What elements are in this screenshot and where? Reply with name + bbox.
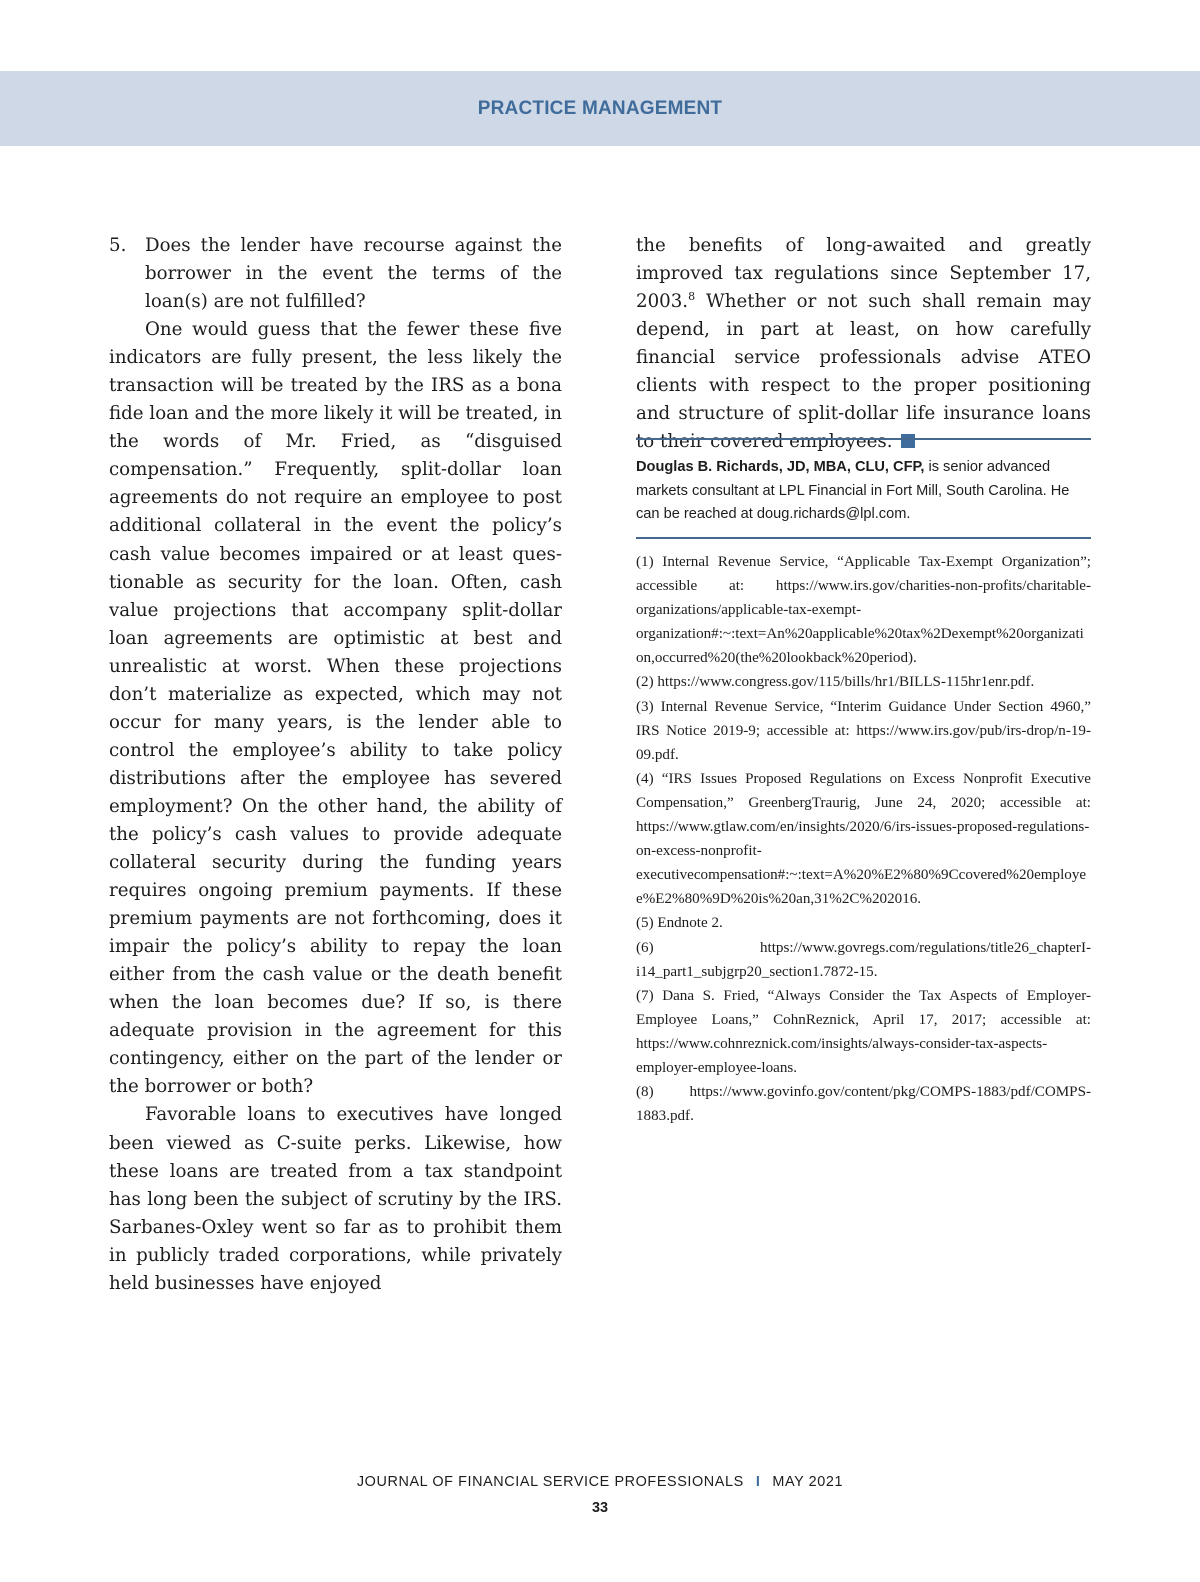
section-header-band <box>0 71 1200 146</box>
page-number: 33 <box>591 1500 608 1516</box>
end-of-article-square-icon <box>901 434 915 448</box>
body-paragraph: One would guess that the fewer these five indicators are fully present, the less likely the transaction will be treated by the IRS as a bona fide loan and the more likely it will be treated, in the words of Mr. Fried, as “disguised compensation.” Frequently, split-dollar loan agreements do not require an employee to post additional collateral in the event the policy’s cash value becomes impaired or at least questionable as security for the loan. Often, cash value projections that accompany split-dollar loan agreements are optimistic at best and unrealistic at worst. When these projections don’t materialize as expected, which may not occur for many years, is the lender able to control the employee’s ability to take policy distributions after the employee has severed employment? On the other hand, the ability of the policy’s cash values to provide adequate collateral security during the funding years requires ongoing premium payments. If these premium payments are not forthcoming, does it impair the policy’s ability to repay the loan either from the cash value or the death benefit when the loan becomes due? If so, is there adequate provision in the agreement for this contingency, either on the part of the lender or the borrower or both? <box>109 319 562 1098</box>
author-bio-text: is senior advanced markets consultant at LPL Financial in Fort Mill, South Carolina. He can be reached at doug.richards@lpl.com. <box>636 459 1070 522</box>
endnote: (4) “IRS Issues Proposed Regulations on Excess Nonprofit Executive Compensation,” GreenbergTraurig, June 24, 2020; accessible at: https://www.gtlaw.com/en/insights/2020/6/irs-issues-proposed-regulations-on-excess-nonprofit-executivecompensation#:~:text=A%20%E2%80%9Ccovered%20employee%E2%80%9D%20is%20an,31%2C%202016. <box>636 770 1091 908</box>
endnote: (3) Internal Revenue Service, “Interim Guidance Under Section 4960,” IRS Notice 2019-9; accessible at: https://www.irs.gov/pub/irs-drop/n-19-09.pdf. <box>636 698 1091 763</box>
body-text: Whether or not such shall remain may depend, in part at least, on how carefully financial service professionals advise ATEO clients with respect to the proper positioning and structure of split-dollar life insurance loans to their covered employees. <box>636 291 1091 453</box>
endnote: (6) https://www.govregs.com/regulations/title26_chapterI-i14_part1_subjgrp20_section1.7872-15. <box>636 939 1091 980</box>
bio-bottom-rule <box>636 537 1091 539</box>
journal-name: JOURNAL OF FINANCIAL SERVICE PROFESSIONALS <box>356 1474 744 1490</box>
footer-separator: I <box>755 1474 761 1490</box>
author-bio <box>636 456 1091 527</box>
endnotes <box>636 550 1091 1128</box>
endnote: (2) https://www.congress.gov/115/bills/hr1/BILLS-115hr1enr.pdf. <box>636 674 1035 691</box>
endnote: (5) Endnote 2. <box>636 915 723 932</box>
body-text: the benefits of long-awaited and greatly improved tax regulations since September 17, 2003. <box>636 235 1091 313</box>
body-paragraph: Favorable loans to executives have longed been viewed as C-suite perks. Likewise, how these loans are treated from a tax standpoint has long been the subject of scrutiny by the IRS. Sarbanes-Oxley went so far as to prohibit them in publicly traded corporations, while privately held businesses have enjoyed <box>109 1104 562 1294</box>
bio-top-rule <box>636 438 1091 440</box>
endnote: (8) https://www.govinfo.gov/content/pkg/COMPS-1883/pdf/COMPS-1883.pdf. <box>636 1084 1091 1125</box>
list-item-number: 5. <box>109 235 127 256</box>
endnote: (1) Internal Revenue Service, “Applicable Tax-Exempt Organization”; accessible at: https://www.irs.gov/charities-non-profits/charitable-organizations/applicable-tax-exempt-organization#:~:text=An%20applicable%20tax%2Dexempt%20organization,occurred%20(the%20lookback%20period). <box>636 554 1091 667</box>
section-title: PRACTICE MANAGEMENT <box>477 97 723 119</box>
endnote: (7) Dana S. Fried, “Always Consider the Tax Aspects of Employer-Employee Loans,” CohnReznick, April 17, 2017; accessible at: https://www.cohnreznick.com/insights/always-consider-tax-aspects-employer-employee-loans. <box>636 987 1091 1076</box>
body-paragraph <box>636 232 1091 456</box>
endnote-reference: 8 <box>688 290 696 304</box>
right-column <box>636 232 1091 456</box>
list-item <box>109 232 562 316</box>
left-column <box>109 232 562 1298</box>
author-name: Douglas B. Richards, JD, MBA, CLU, CFP, <box>636 459 925 475</box>
running-footer <box>0 1474 1200 1490</box>
list-item-text: Does the lender have recourse against the borrower in the event the terms of the loan(s) are not fulfilled? <box>145 235 562 313</box>
issue-date: MAY 2021 <box>772 1474 844 1490</box>
